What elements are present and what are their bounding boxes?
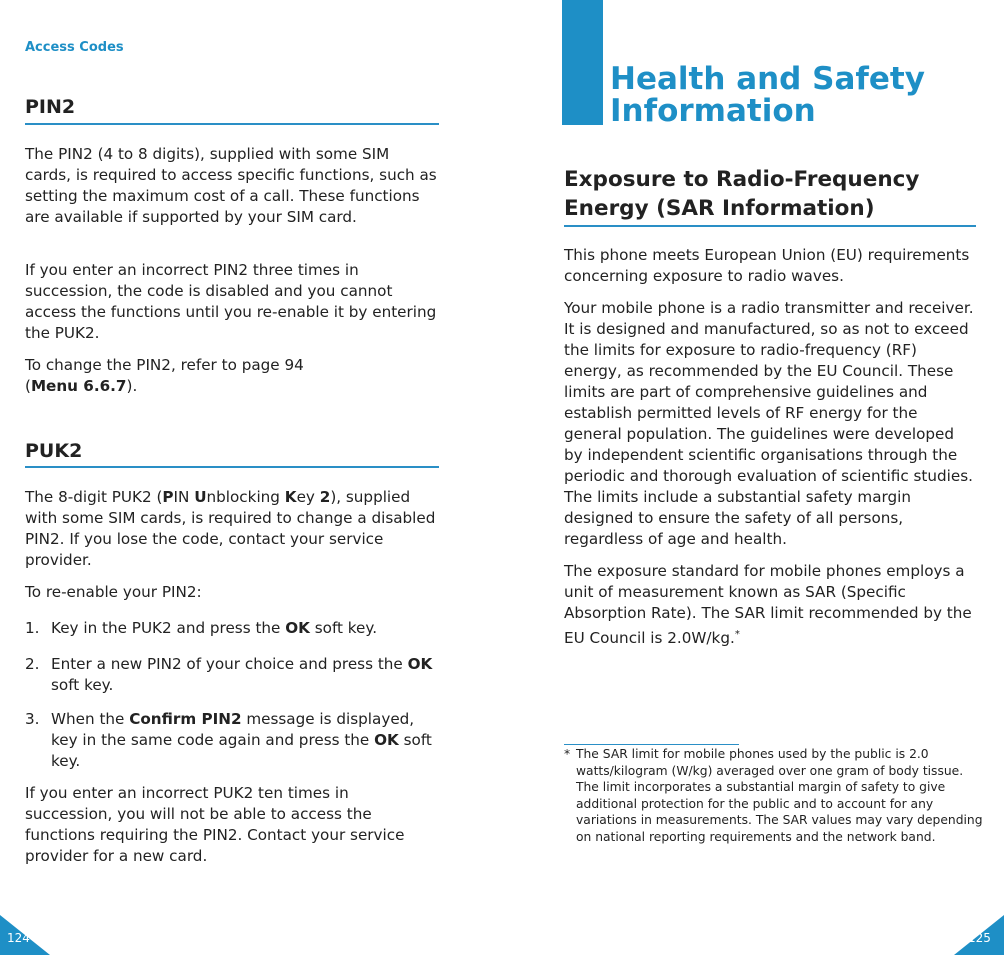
step-3-text-c: soft key. [51, 731, 432, 770]
paren-close: ). [126, 377, 138, 395]
page-number-right: 125 [968, 931, 991, 945]
puk2-intro-rest: ), supplied with some SIM cards, is required to change a disabled PIN2. If you lose the code, contact your service provider. [25, 488, 436, 569]
footnote-marker: * [734, 629, 740, 640]
step-3-text [51, 709, 439, 772]
acronym-u: U [194, 488, 207, 506]
ok-key-label: OK [374, 731, 399, 749]
puk2-heading: PUK2 [25, 440, 83, 462]
step-1-text-b: soft key. [309, 619, 378, 637]
step-2-text-a: Enter a new PIN2 of your choice and press the [51, 655, 408, 673]
running-head: Access Codes [25, 40, 124, 55]
footnote-body [564, 746, 984, 846]
pin2-heading: PIN2 [25, 96, 76, 118]
ok-key-label: OK [285, 619, 310, 637]
menu-reference: Menu 6.6.7 [30, 377, 127, 395]
step-3 [25, 709, 439, 775]
acronym-p: P [162, 488, 174, 506]
pin2-heading-rule [25, 123, 439, 125]
step-2 [25, 654, 439, 698]
footnote [564, 746, 984, 846]
step-3-text-b: message is displayed, key in the same code again and press the [51, 710, 415, 749]
footnote-rule [564, 744, 739, 745]
sar-paragraph-3-text: The exposure standard for mobile phones employs a unit of measurement known as SAR (Specific Absorption Rate). The SAR limit recommended by the EU Council is 2.0W/kg. [564, 562, 972, 648]
acronym-nblocking: nblocking [206, 488, 285, 506]
paren-open: ( [25, 377, 31, 395]
step-1 [25, 618, 439, 640]
chapter-title-line-1: Health and Safety [610, 61, 925, 97]
pin2-paragraph-3 [25, 355, 439, 397]
sar-paragraph-2: Your mobile phone is a radio transmitter and receiver. It is designed and manufactured, so as not to exceed the limits for exposure to radio-frequency (RF) energy, as recommended by the EU Council. These limits are part of comprehensive guidelines and establish permitted levels of RF energy for the general population. The guidelines were developed by independent scientific organisations through the periodic and thorough evaluation of scientific studies. The limits include a substantial safety margin designed to ensure the safety of all persons, regardless of age and health. [564, 299, 974, 548]
footnote-asterisk: * [564, 747, 571, 761]
footnote-text: The SAR limit for mobile phones used by the public is 2.0 watts/kilogram (W/kg) averaged over one gram of body tissue. The limit incorporates a substantial margin of safety to give additional protection for the public and to account for any variations in measurements. The SAR values may vary depending on national reporting requirements and the network band. [576, 747, 983, 844]
acronym-2: 2 [319, 488, 331, 506]
step-2-number: 2. [25, 655, 40, 673]
puk2-intro [25, 487, 439, 571]
page-number-left: 124 [7, 931, 30, 945]
acronym-k: K [284, 488, 297, 506]
section-title-line-1: Exposure to Radio-Frequency [564, 167, 920, 192]
puk2-final-paragraph: If you enter an incorrect PUK2 ten times in succession, you will not be able to access the functions requiring the PIN2. Contact your service provider for a new card. [25, 784, 405, 865]
section-title [564, 165, 984, 223]
sar-paragraph-3 [564, 561, 976, 649]
section-title-line-2: Energy (SAR Information) [564, 196, 875, 221]
step-1-number: 1. [25, 619, 40, 637]
reenable-instruction: To re-enable your PIN2: [25, 583, 202, 601]
confirm-pin2-label: Confirm PIN2 [129, 710, 242, 728]
section-title-rule [564, 225, 976, 227]
step-1-text-a: Key in the PUK2 and press the [51, 619, 286, 637]
pin2-paragraph-3-text: To change the PIN2, refer to page 94 [25, 356, 304, 374]
acronym-in: IN [173, 488, 195, 506]
step-3-text-a: When the [51, 710, 130, 728]
chapter-title [610, 63, 925, 127]
pin2-paragraph-1: The PIN2 (4 to 8 digits), supplied with some SIM cards, is required to access specific functions, such as setting the maximum cost of a call. These functions are available if supported by your SIM card. [25, 145, 437, 226]
step-2-text [51, 654, 439, 696]
step-1-text [51, 618, 439, 639]
puk2-heading-rule [25, 466, 439, 468]
acronym-ey: ey [296, 488, 320, 506]
pin2-paragraph-2: If you enter an incorrect PIN2 three times in succession, the code is disabled and you cannot access the functions until you re-enable it by entering the PUK2. [25, 261, 437, 342]
step-2-text-b: soft key. [51, 676, 114, 694]
step-3-number: 3. [25, 710, 40, 728]
sar-paragraph-1: This phone meets European Union (EU) requirements concerning exposure to radio waves. [564, 246, 970, 285]
puk2-intro-start: The 8-digit PUK2 ( [25, 488, 163, 506]
chapter-title-line-2: Information [610, 93, 816, 129]
title-color-band [562, 0, 603, 125]
ok-key-label: OK [407, 655, 433, 673]
